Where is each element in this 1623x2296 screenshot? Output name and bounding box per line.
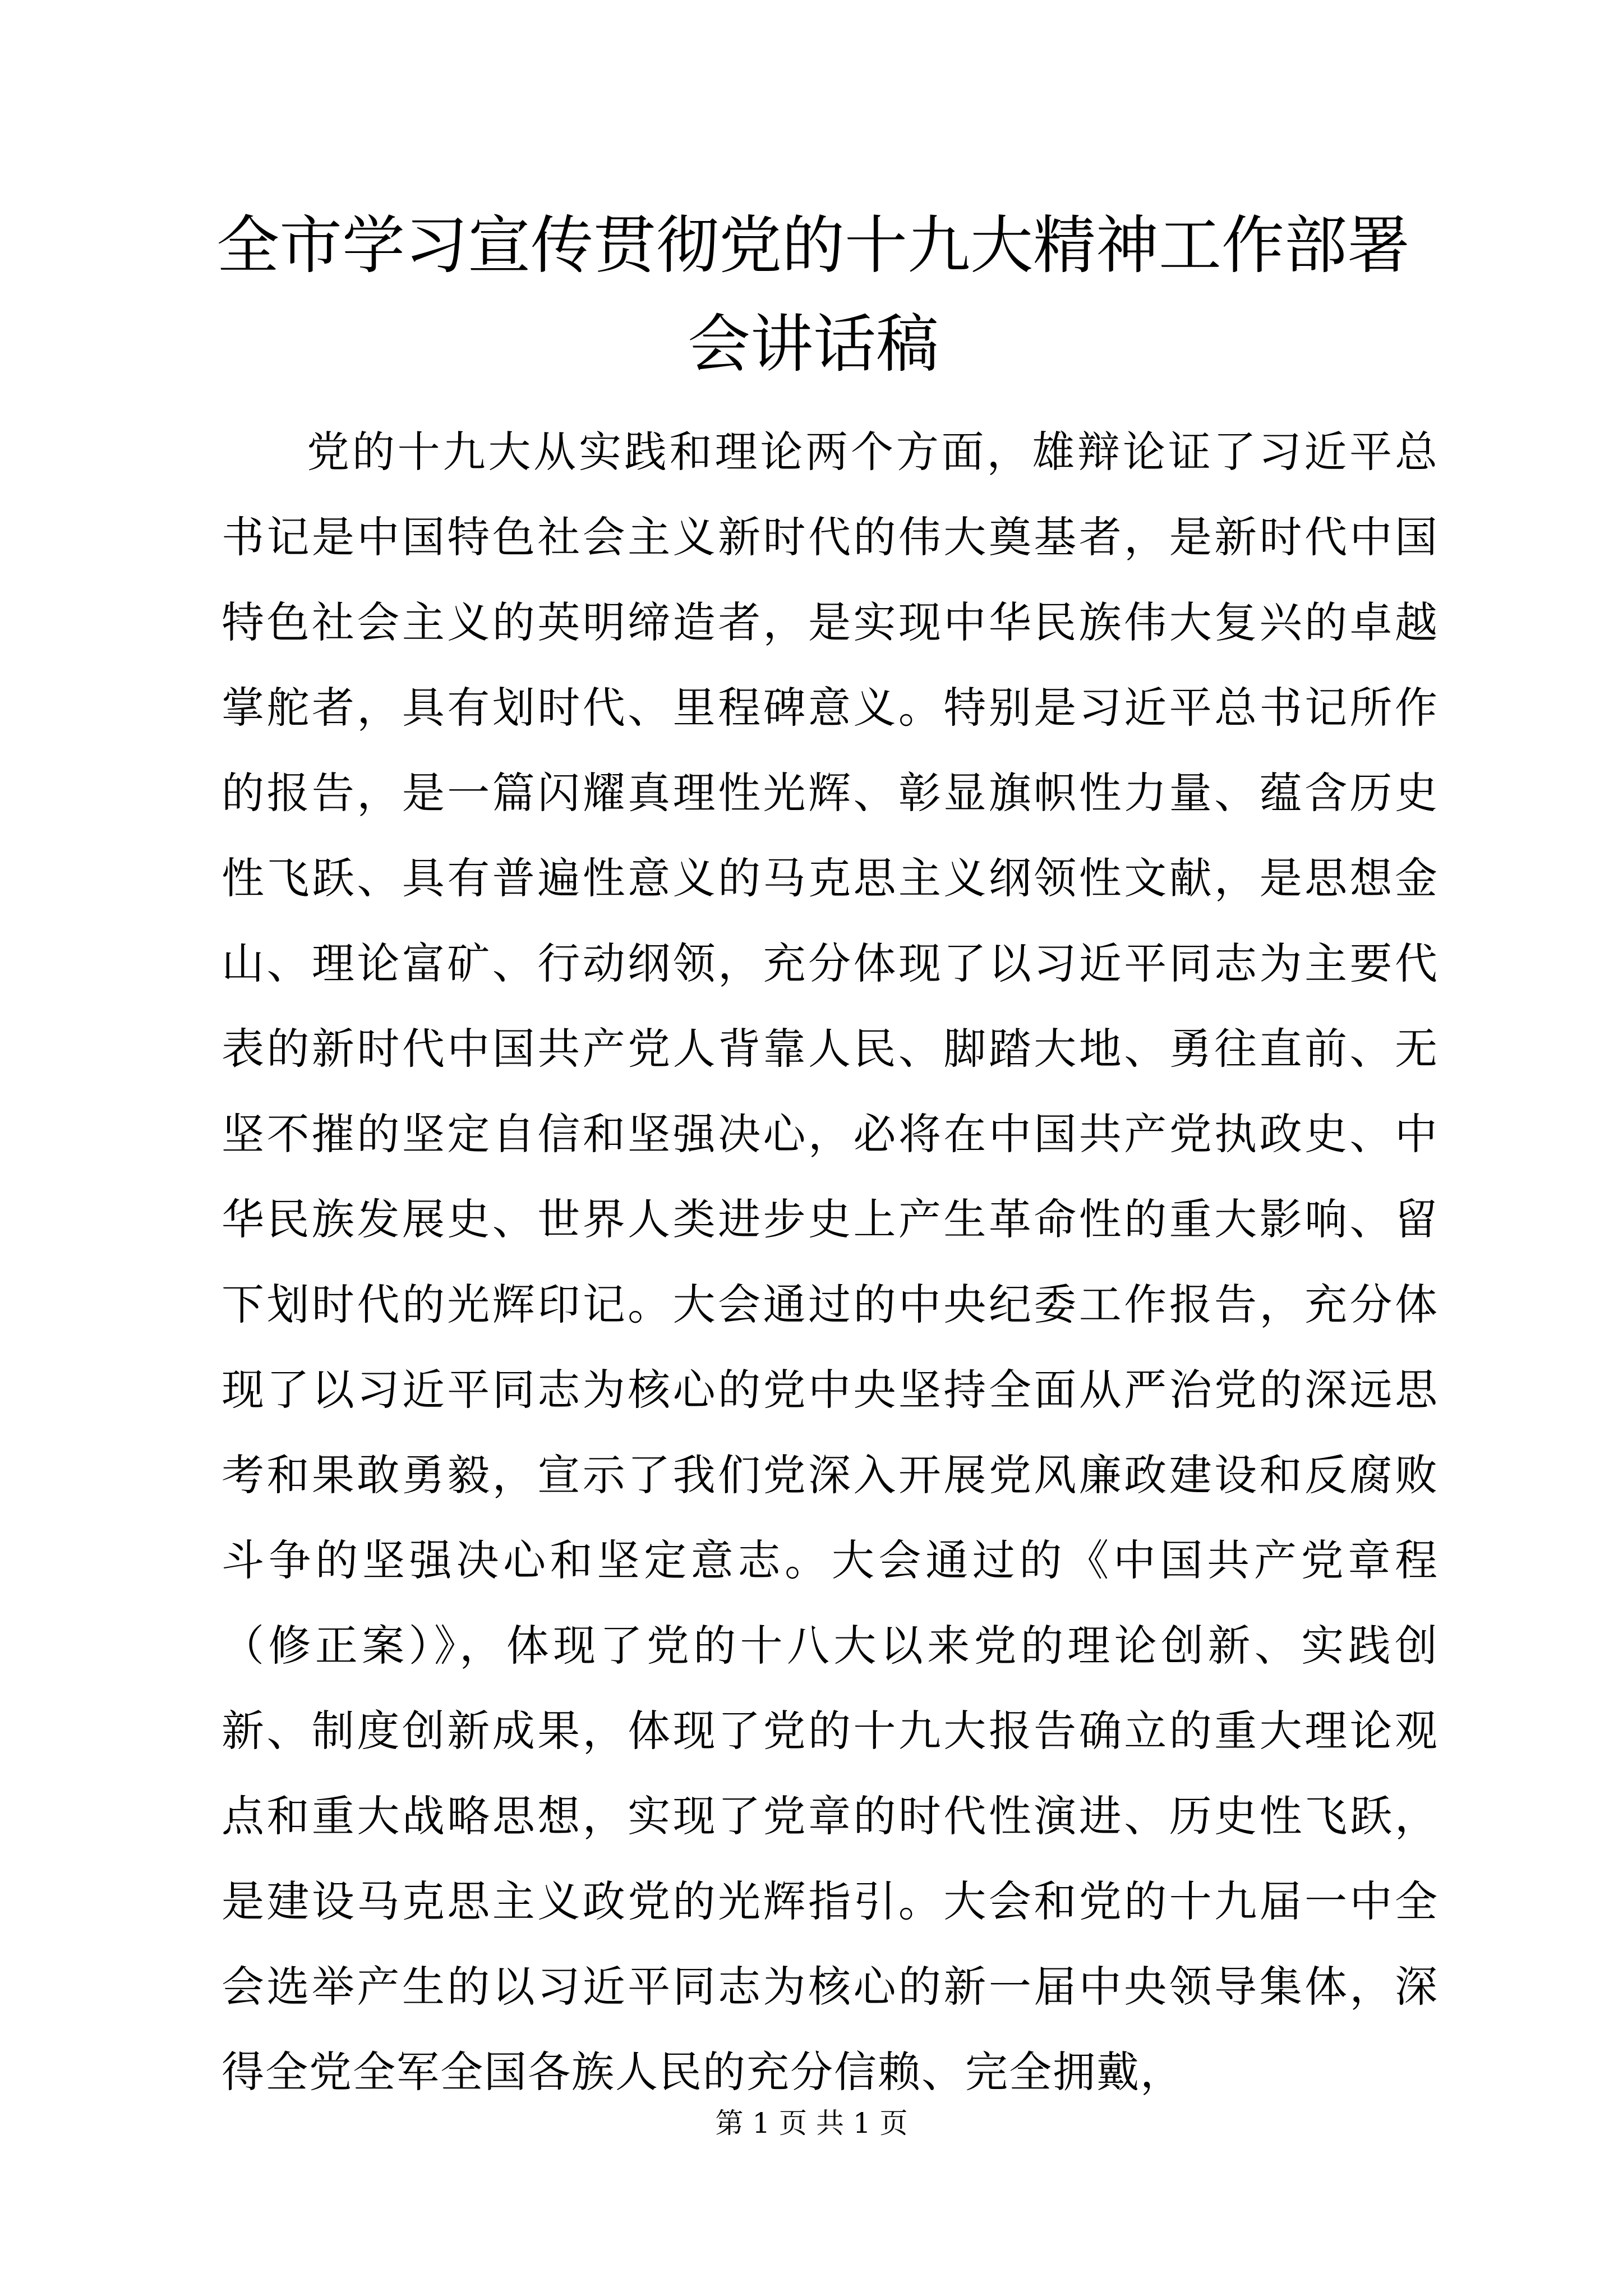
document-body: [222, 409, 1438, 2115]
document-title: 全市学习宣传贯彻党的十九大精神工作部署会讲话稿: [216, 209, 1410, 381]
body-paragraph: 党的十九大从实践和理论两个方面，雄辩论证了习近平总书记是中国特色社会主义新时代的伟大奠基者，是新时代中国特色社会主义的英明缔造者，是实现中华民族伟大复兴的卓越掌舵者，具有划时代、里程碑意义。特别是习近平总书记所作的报告，是一篇闪耀真理性光辉、彰显旗帜性力量、蕴含历史性飞跃、具有普遍性意义的马克思主义纲领性文献，是思想金山、理论富矿、行动纲领，充分体现了以习近平同志为主要代表的新时代中国共产党人背靠人民、脚踏大地、勇往直前、无坚不摧的坚定自信和坚强决心，必将在中国共产党执政史、中华民族发展史、世界人类进步史上产生革命性的重大影响、留下划时代的光辉印记。大会通过的中央纪委工作报告，充分体现了以习近平同志为核心的党中央坚持全面从严治党的深远思考和果敢勇毅，宣示了我们党深入开展党风廉政建设和反腐败斗争的坚强决心和坚定意志。大会通过的《中国共产党章程（修正案）》，体现了党的十八大以来党的理论创新、实践创新、制度创新成果，体现了党的十九大报告确立的重大理论观点和重大战略思想，实现了党章的时代性演进、历史性飞跃，是建设马克思主义政党的光辉指引。大会和党的十九届一中全会选举产生的以习近平同志为核心的新一届中央领导集体，深得全党全军全国各族人民的充分信赖、完全拥戴，: [222, 427, 1438, 2097]
page-number-footer: 第 1 页 共 1 页: [715, 2107, 908, 2139]
